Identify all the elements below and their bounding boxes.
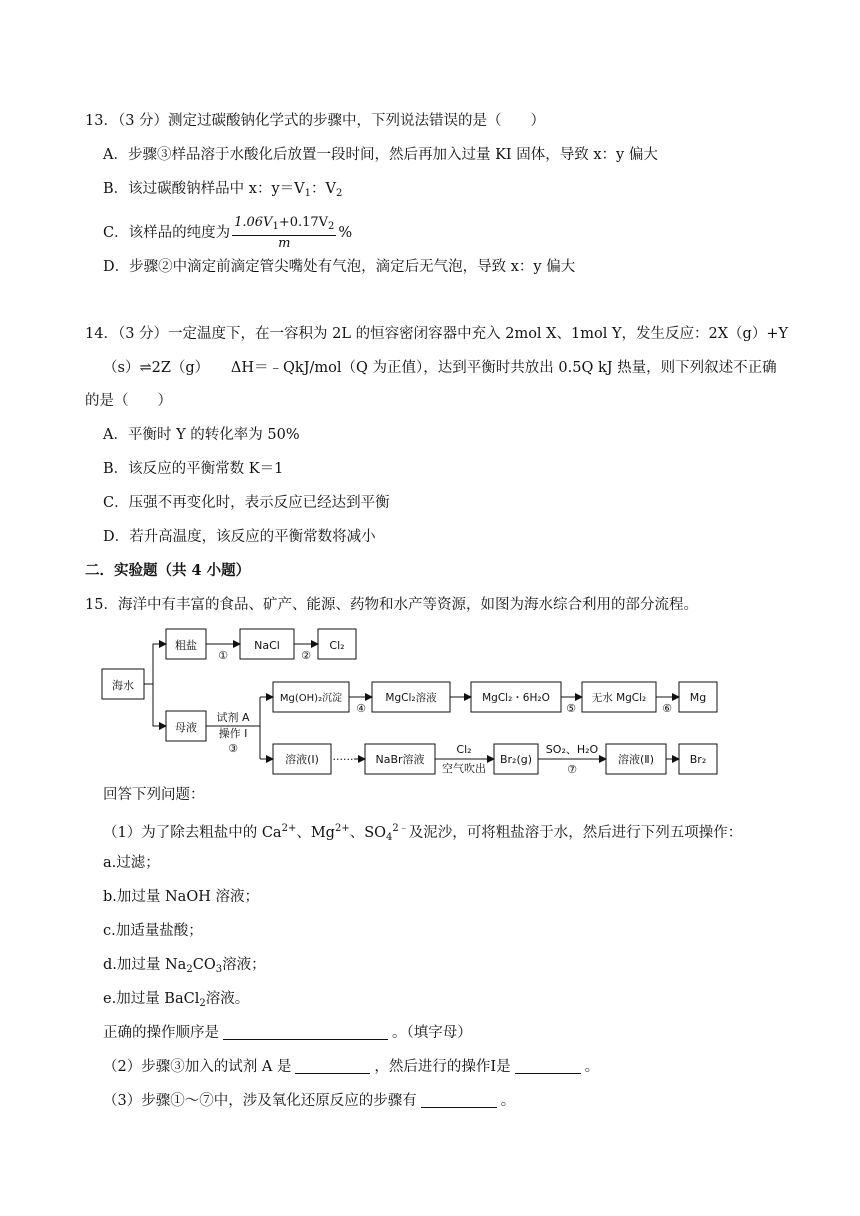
label-seawater: 海水 [112, 679, 134, 692]
answer-blank-operation[interactable] [515, 1059, 581, 1074]
label-solution1: 溶液(I) [285, 753, 319, 766]
q13-option-a: A．步骤③样品溶于水酸化后放置一段时间，然后再加入过量 KI 固体，导致 x：y 偏大 [103, 147, 658, 163]
q15-part1: （1）为了除去粗盐中的 $Ca^{2+}$、$Mg^{2+}$、$SO_4^{2﹣}$及泥沙，可将粗盐溶于水，然后进行下列五项操作： [103, 823, 743, 843]
q13-option-c: C．该样品的纯度为 $\frac{1.06V_1+0.17V_2}{m}$ % [103, 215, 353, 251]
label-mgcl2-sol: MgCl₂溶液 [385, 692, 437, 704]
label-step4: ④ [356, 702, 366, 715]
q14-option-c: C．压强不再变化时，表示反应已经达到平衡 [103, 495, 390, 511]
q15-op-a: a.过滤； [103, 855, 160, 871]
q13-option-b: B．该过碳酸钠样品中 x：$y=V_1$：$V_2$ [103, 181, 343, 199]
label-step2: ② [301, 649, 311, 662]
q13-option-d: D．步骤②中滴定前滴定管尖嘴处有气泡，滴定后无气泡，导致 x：y 偏大 [103, 259, 576, 275]
q14-stem-line2: （s）⇌2Z（g） ΔH＝﹣QkJ/mol（Q 为正值），达到平衡时共放出 0.5Q kJ 热量，则下列叙述不正确 [103, 360, 777, 376]
label-mgcl2-hydrate: MgCl₂・6H₂O [482, 692, 550, 704]
section-title: 二．实验题（共 4 小题） [85, 562, 251, 579]
label-br2g: Br₂(g) [499, 753, 533, 766]
label-so2-h2o: SO₂、H₂O [545, 743, 599, 756]
label-solution2: 溶液(Ⅱ) [618, 753, 654, 766]
label-cl2: Cl₂ [329, 639, 345, 652]
label-cl2-above: Cl₂ [456, 743, 472, 756]
q13-stem: 13．（3 分）测定过碳酸钠化学式的步骤中，下列说法错误的是（ ） [85, 113, 546, 129]
answer-blank-order[interactable] [223, 1025, 388, 1040]
label-operation1: 操作 I [218, 727, 248, 740]
q14-option-a: A．平衡时 Y 的转化率为 50% [103, 427, 300, 443]
q14-stem-line1: 14．（3 分）一定温度下，在一容积为 2L 的恒容密闭容器中充入 2mol X、1mol Y，发生反应：2X（g）+Y [85, 326, 789, 342]
answer-blank-reagent[interactable] [295, 1059, 370, 1074]
label-dots: ······ [332, 753, 354, 766]
q15-op-e: e.加过量 BaCl$_2$溶液。 [103, 991, 250, 1009]
q15-op-c: c.加适量盐酸； [103, 923, 203, 939]
label-step7: ⑦ [567, 763, 577, 776]
q15-part3: （3）步骤①～⑦中，涉及氧化还原反应的步骤有 。 [103, 1093, 516, 1109]
label-mgoh2: Mg(OH)₂沉淀 [279, 693, 343, 704]
label-nabr: NaBr溶液 [375, 753, 425, 766]
label-nacl: NaCl [254, 639, 280, 652]
label-step3: ③ [228, 742, 238, 755]
answer-blank-redox[interactable] [421, 1093, 497, 1108]
label-reagent-a: 试剂 A [216, 711, 250, 724]
purity-fraction: $\frac{1.06V_1+0.17V_2}{m}$ [234, 215, 335, 251]
q15-order: 正确的操作顺序是 。（填字母） [103, 1025, 472, 1041]
label-mother-liquor: 母液 [175, 721, 197, 734]
q15-op-d: d.加过量 $Na_2CO_3$溶液； [103, 957, 266, 975]
q15-op-b: b.加过量 NaOH 溶液； [103, 889, 259, 905]
q14-stem-line3: 的是（ ） [85, 393, 172, 409]
label-step6: ⑥ [662, 702, 672, 715]
label-air-blow: 空气吹出 [442, 762, 486, 775]
label-step5: ⑤ [566, 702, 576, 715]
q15-answer-intro: 回答下列问题： [103, 787, 205, 803]
label-step1: ① [218, 649, 228, 662]
q14-option-b: B．该反应的平衡常数 K＝1 [103, 461, 284, 477]
label-anhydrous-mgcl2: 无水 MgCl₂ [591, 692, 647, 704]
q14-option-d: D．若升高温度，该反应的平衡常数将减小 [103, 529, 376, 545]
label-mg: Mg [689, 691, 707, 704]
seawater-flow-diagram [100, 626, 720, 776]
q15-part2: （2）步骤③加入的试剂 A 是 ，然后进行的操作Ⅰ是 。 [103, 1059, 600, 1075]
label-crude-salt: 粗盐 [175, 639, 197, 652]
q15-stem: 15．海洋中有丰富的食品、矿产、能源、药物和水产等资源，如图为海水综合利用的部分流程。 [85, 597, 698, 613]
label-br2: Br₂ [689, 753, 707, 766]
